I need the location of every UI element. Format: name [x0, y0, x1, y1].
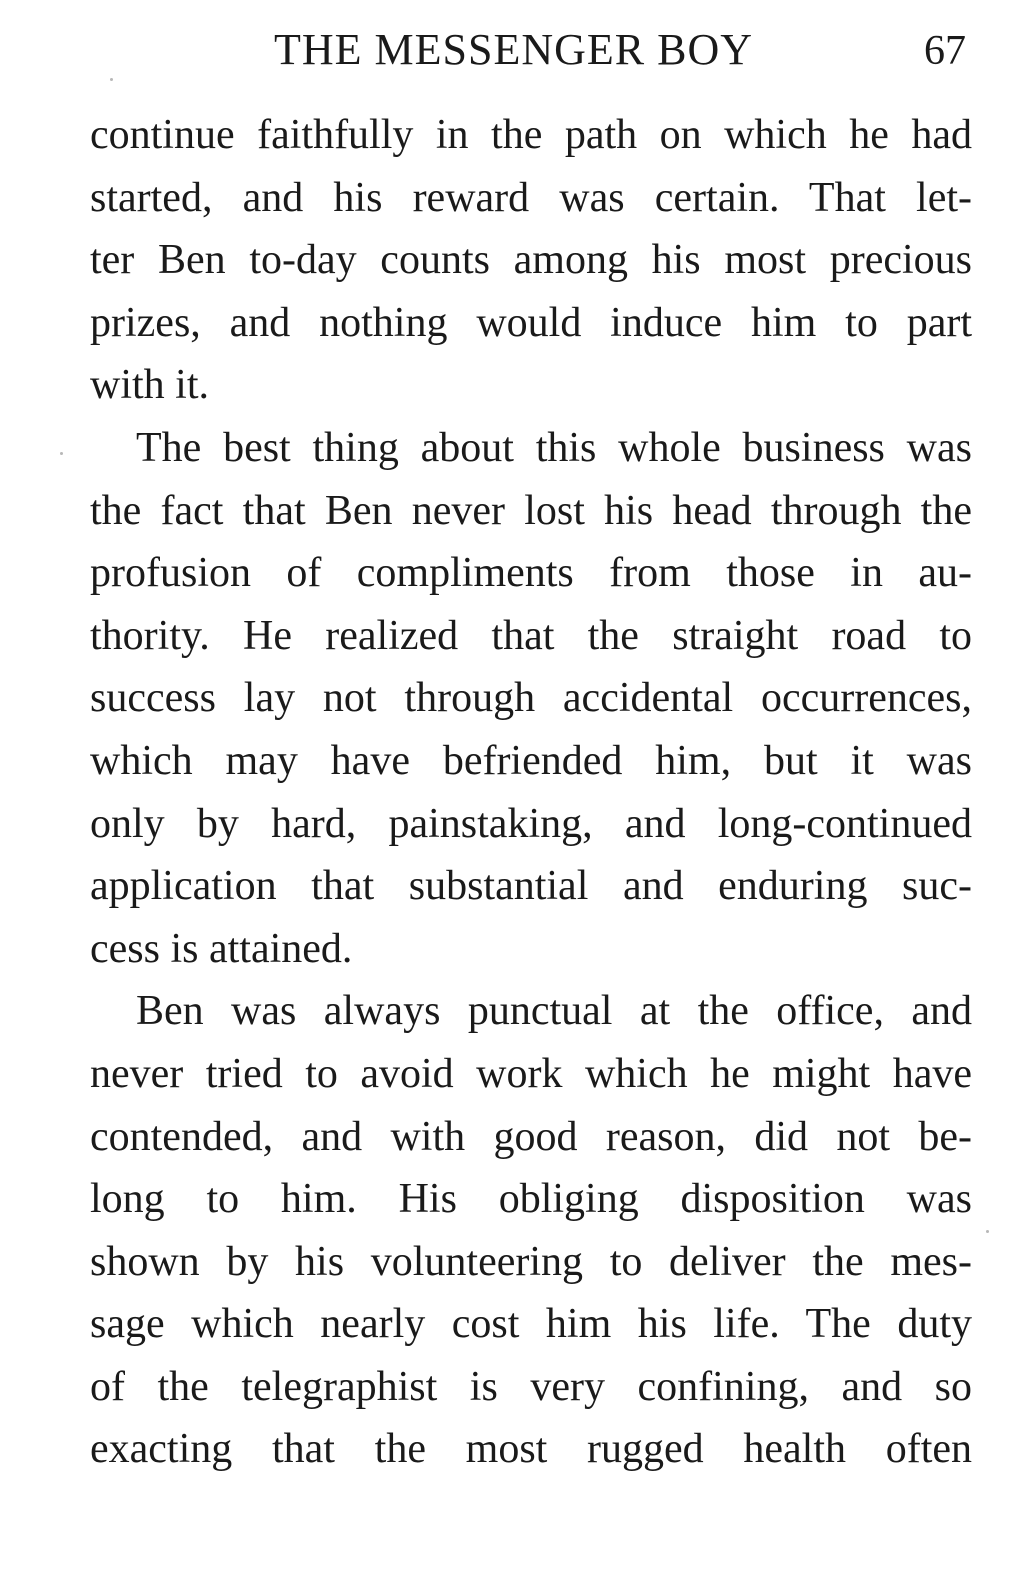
text-line: with it. — [90, 362, 210, 409]
text-line: prizes, and nothing would induce him to part — [90, 299, 972, 346]
scan-speck — [60, 452, 63, 455]
text-line: Ben was always punctual at the office, and — [136, 988, 972, 1035]
text-line: the fact that Ben never lost his head through the — [90, 487, 972, 534]
text-line: sage which nearly cost him his life. The duty — [90, 1301, 972, 1348]
text-line: only by hard, painstaking, and long-continued — [90, 800, 972, 847]
text-line: ter Ben to-day counts among his most precious — [90, 237, 972, 284]
text-line: shown by his volunteering to deliver the mes- — [90, 1238, 972, 1285]
paragraph — [90, 417, 972, 980]
paragraph — [90, 980, 972, 1481]
text-line: started, and his reward was certain. That let- — [90, 174, 972, 221]
text-line: success lay not through accidental occurrences, — [90, 675, 972, 722]
running-head — [0, 22, 1025, 82]
text-line: profusion of compliments from those in au- — [90, 550, 972, 597]
text-line: thority. He realized that the straight road to — [90, 612, 972, 659]
scan-speck — [986, 1230, 989, 1233]
text-line: of the telegraphist is very confining, and so — [90, 1363, 972, 1410]
text-line: never tried to avoid work which he might have — [90, 1050, 972, 1097]
text-line: long to him. His obliging disposition was — [90, 1176, 972, 1223]
page-number: 67 — [924, 28, 966, 74]
text-line: The best thing about this whole business was — [136, 424, 972, 471]
text-line: which may have befriended him, but it was — [90, 737, 972, 784]
text-line: continue faithfully in the path on which he had — [90, 112, 972, 158]
text-line: application that substantial and enduring suc- — [90, 863, 972, 910]
text-line: exacting that the most rugged health often — [90, 1426, 972, 1473]
scan-speck — [110, 78, 113, 81]
text-line: contended, and with good reason, did not be- — [90, 1113, 972, 1160]
text-line: cess is attained. — [90, 925, 353, 972]
running-title: THE MESSENGER BOY — [274, 25, 754, 74]
body-text — [90, 104, 972, 1481]
paragraph — [90, 104, 972, 417]
